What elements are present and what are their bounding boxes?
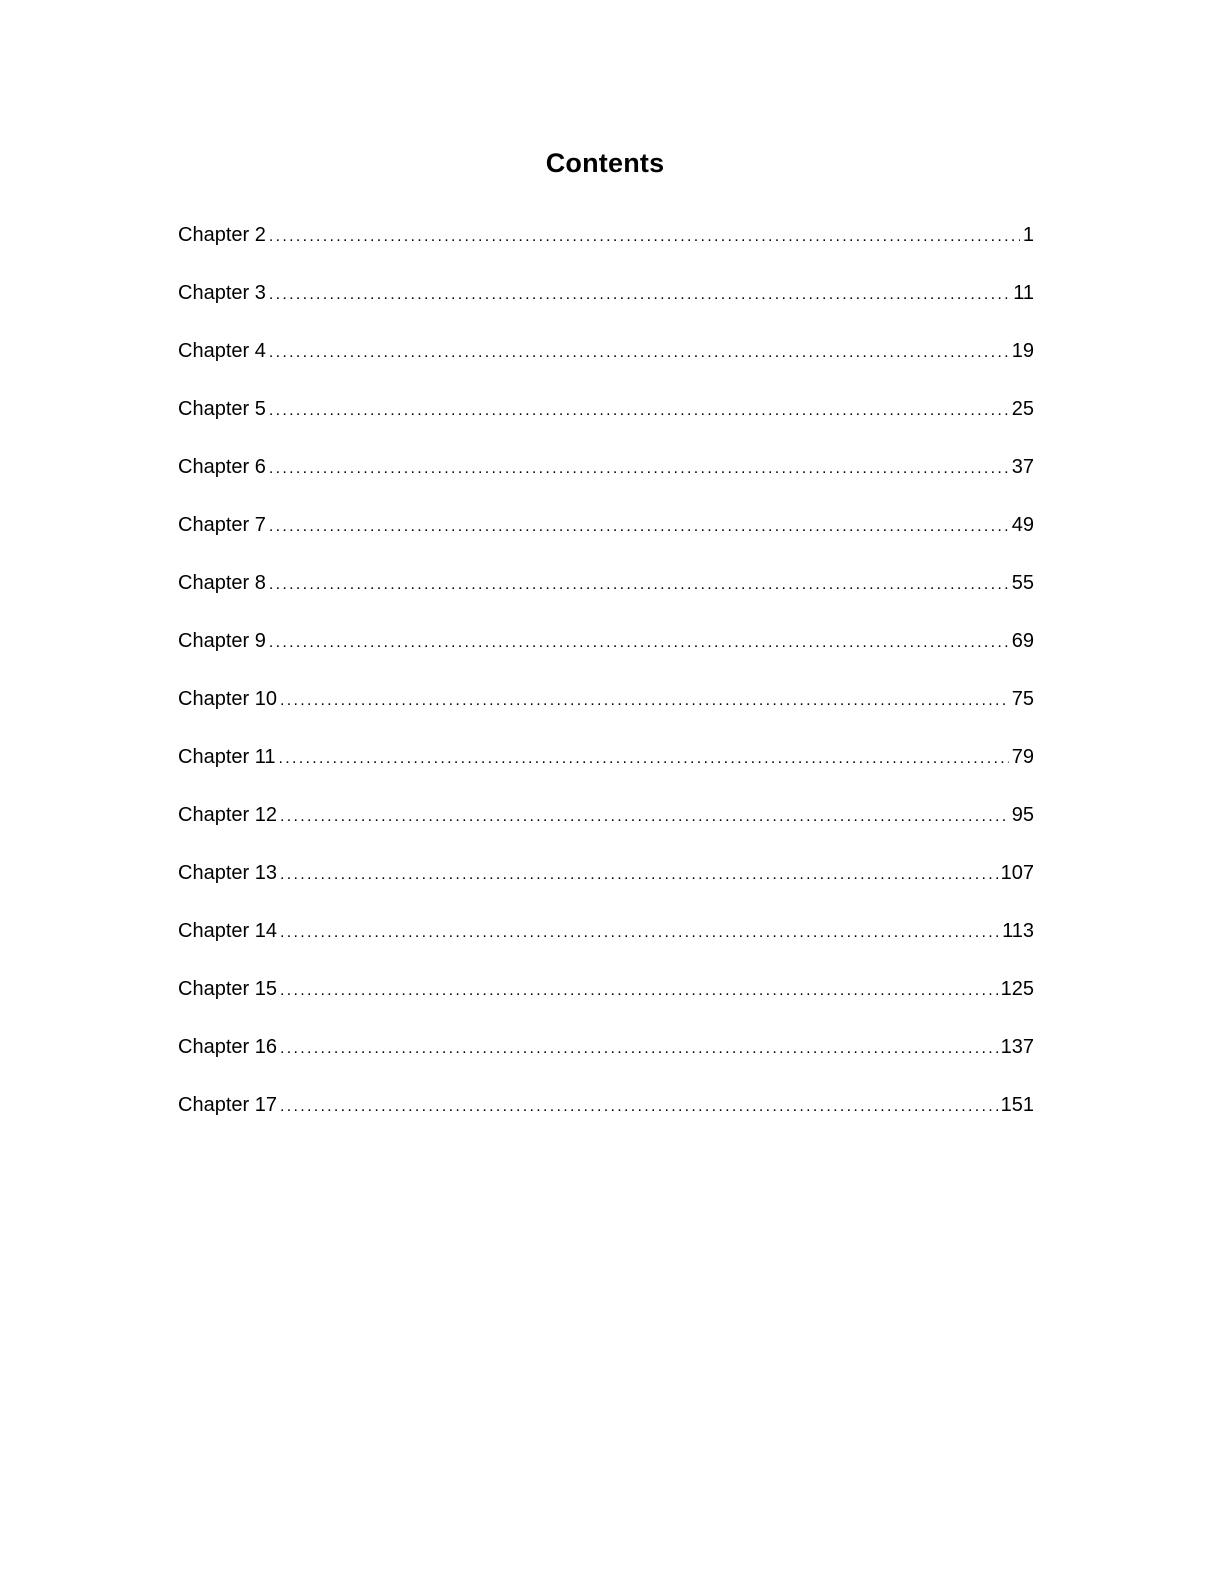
- toc-entry[interactable]: [178, 452, 1034, 510]
- toc-entry-label: Chapter 5: [178, 398, 266, 420]
- toc-entry-page-number: 125: [1000, 978, 1034, 1000]
- toc-dot-leader: [280, 860, 998, 890]
- toc-dot-leader: [269, 222, 1020, 252]
- toc-entry-page-number: 1: [1022, 224, 1034, 246]
- toc-entry-label: Chapter 17: [178, 1094, 277, 1116]
- toc-dot-leader: [269, 512, 1009, 542]
- toc-entry[interactable]: [178, 858, 1034, 916]
- toc-entry-label: Chapter 3: [178, 282, 266, 304]
- toc-entry-page-number: 95: [1011, 804, 1034, 826]
- toc-entry[interactable]: [178, 1090, 1034, 1148]
- toc-dot-leader: [269, 338, 1009, 368]
- toc-entry-page-number: 25: [1011, 398, 1034, 420]
- toc-entry-page-number: 49: [1011, 514, 1034, 536]
- toc-entry-page-number: 79: [1011, 746, 1034, 768]
- table-of-contents: [178, 220, 1034, 1148]
- toc-entry-label: Chapter 8: [178, 572, 266, 594]
- toc-dot-leader: [280, 802, 1009, 832]
- toc-entry-label: Chapter 16: [178, 1036, 277, 1058]
- toc-entry-page-number: 55: [1011, 572, 1034, 594]
- toc-entry[interactable]: [178, 510, 1034, 568]
- page-title: Contents: [545, 148, 665, 178]
- toc-dot-leader: [280, 686, 1009, 716]
- toc-entry-page-number: 19: [1011, 340, 1034, 362]
- toc-dot-leader: [269, 396, 1009, 426]
- toc-entry-page-number: 11: [1013, 282, 1034, 304]
- toc-dot-leader: [269, 628, 1009, 658]
- toc-entry-label: Chapter 12: [178, 804, 277, 826]
- toc-dot-leader: [278, 744, 1008, 774]
- toc-entry-label: Chapter 2: [178, 224, 266, 246]
- toc-entry[interactable]: [178, 742, 1034, 800]
- toc-entry[interactable]: [178, 568, 1034, 626]
- toc-entry[interactable]: [178, 220, 1034, 278]
- toc-entry[interactable]: [178, 1032, 1034, 1090]
- toc-entry[interactable]: [178, 394, 1034, 452]
- toc-entry-page-number: 37: [1011, 456, 1034, 478]
- toc-entry[interactable]: [178, 684, 1034, 742]
- toc-entry[interactable]: [178, 974, 1034, 1032]
- toc-entry-page-number: 151: [1000, 1094, 1034, 1116]
- toc-entry-page-number: 69: [1011, 630, 1034, 652]
- toc-entry-label: Chapter 6: [178, 456, 266, 478]
- toc-entry-label: Chapter 10: [178, 688, 277, 710]
- toc-entry-page-number: 137: [1000, 1036, 1034, 1058]
- toc-dot-leader: [269, 454, 1009, 484]
- toc-dot-leader: [280, 976, 998, 1006]
- toc-entry-page-number: 107: [1000, 862, 1034, 884]
- toc-dot-leader: [280, 918, 999, 948]
- toc-entry[interactable]: [178, 626, 1034, 684]
- toc-entry-label: Chapter 9: [178, 630, 266, 652]
- toc-entry[interactable]: [178, 916, 1034, 974]
- toc-entry-label: Chapter 7: [178, 514, 266, 536]
- toc-entry-page-number: 75: [1011, 688, 1034, 710]
- toc-dot-leader: [269, 570, 1009, 600]
- toc-entry[interactable]: [178, 278, 1034, 336]
- toc-entry[interactable]: [178, 800, 1034, 858]
- toc-dot-leader: [280, 1034, 998, 1064]
- toc-dot-leader: [280, 1092, 998, 1122]
- toc-entry-label: Chapter 15: [178, 978, 277, 1000]
- toc-entry[interactable]: [178, 336, 1034, 394]
- toc-entry-label: Chapter 4: [178, 340, 266, 362]
- toc-entry-label: Chapter 13: [178, 862, 277, 884]
- toc-dot-leader: [269, 280, 1010, 310]
- toc-entry-label: Chapter 14: [178, 920, 277, 942]
- toc-entry-page-number: 113: [1002, 920, 1034, 942]
- toc-entry-label: Chapter 11: [178, 746, 276, 768]
